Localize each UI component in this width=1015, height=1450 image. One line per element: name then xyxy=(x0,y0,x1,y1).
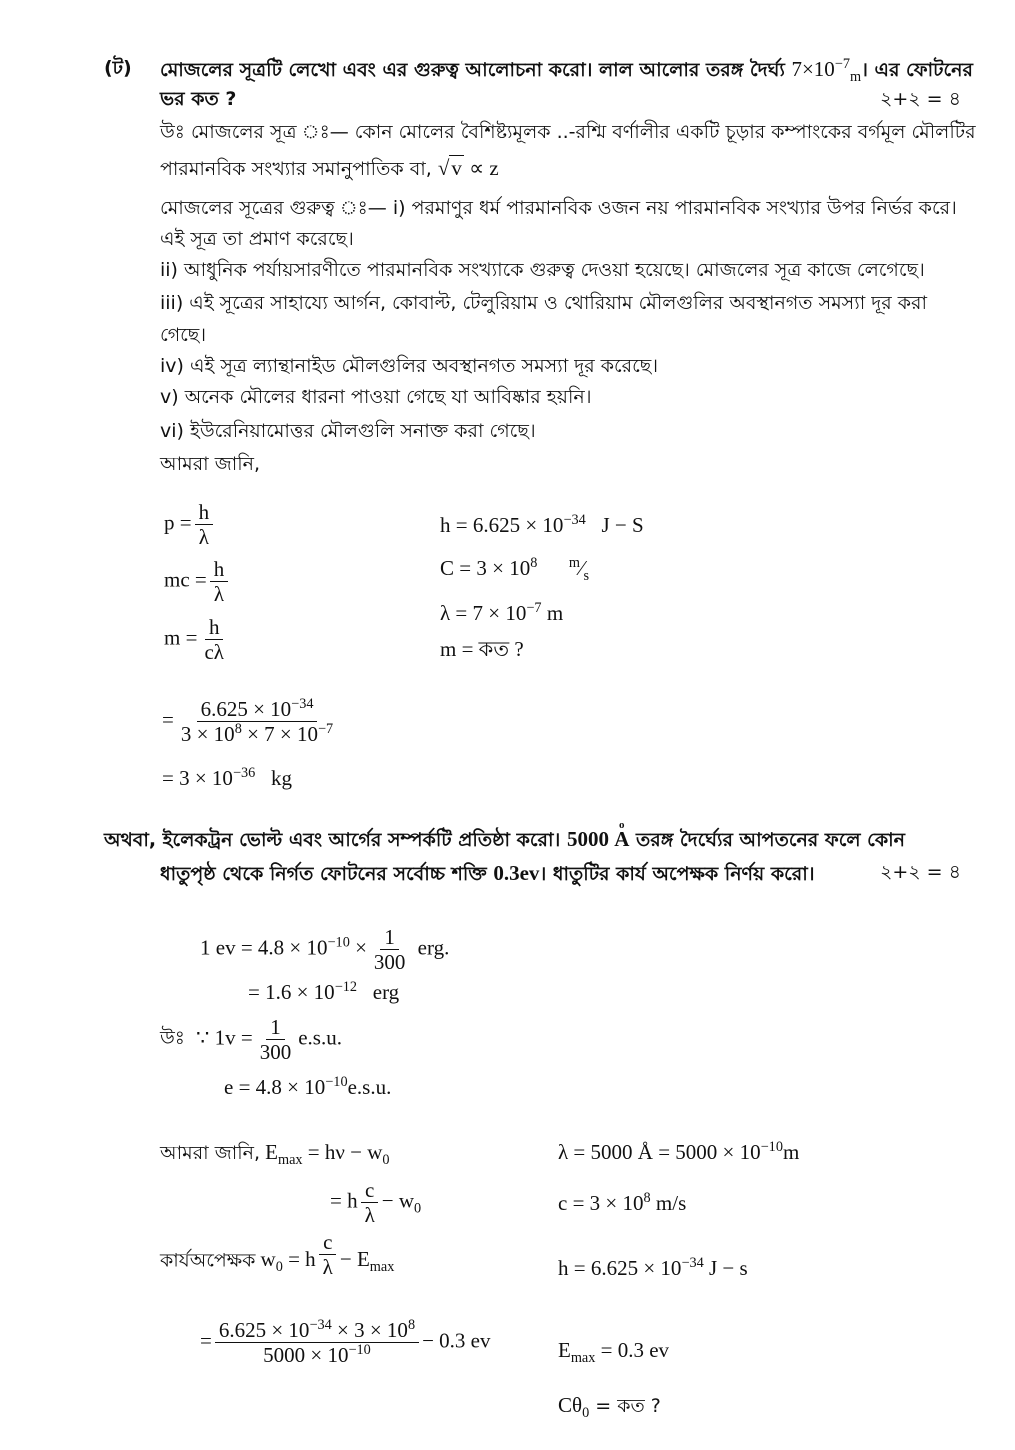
eq-mass: m = $\frac{h}{c\lambda}$ xyxy=(164,615,224,665)
or-question-marks: ২+২ = ৪ xyxy=(880,861,961,883)
given2-wavelength: λ = 5000 Å = $5000 \times 10^{-10}m$ xyxy=(558,1139,800,1164)
question-label: (ট) xyxy=(104,57,132,79)
or-question-line2: ধাতুপৃষ্ঠ থেকে নির্গত ফোটনের সর্বোচ্চ শক্তি 0.3ev। ধাতুটির কার্য অপেক্ষক নির্ণয় করো। xyxy=(160,861,815,885)
given2-emax: $E_{max} = 0.3$ ev xyxy=(558,1338,670,1366)
question-text-line2: ভর কত ? xyxy=(160,88,237,110)
point-iii-cont: গেছে। xyxy=(160,324,207,346)
electron-charge: $e = 4.8 \times 10^{-10}e.s.u$. xyxy=(224,1074,392,1099)
importance-line2: এই সূত্র তা প্রমাণ করেছে। xyxy=(160,228,354,250)
given-wavelength: $\lambda = 7 \times 10^{-7}$ m xyxy=(440,600,564,625)
point-iii: iii) এই সূত্রের সাহায্যে আর্গন, কোবাল্ট, টেলুরিয়াম ও থোরিয়াম মৌলগুলির অবস্থানগত সমস্যা দূর করা xyxy=(160,292,928,314)
ev-to-erg-result: = $1.6 \times 10^{-12}$ erg xyxy=(248,979,400,1004)
or-answer-label: উঃ xyxy=(160,1027,185,1049)
given2-unknown: $C\theta_0$ = কত ? xyxy=(558,1393,661,1421)
given2-speed-light: $c = 3 \times 10^8$ m/s xyxy=(558,1190,687,1215)
point-vi: vi) ইউরেনিয়ামোত্তর মৌলগুলি সনাক্ত করা গেছে। xyxy=(160,420,536,442)
calc-result: = $3 \times 10^{-36}$ kg xyxy=(162,765,292,790)
given2-planck: $h = 6.625 \times 10^{-34}$ J − s xyxy=(558,1255,748,1280)
ev-to-erg: 1 ev = $4.8 \times 10^{-10}$ × $\frac{1}{300}$ erg. xyxy=(200,925,450,975)
given-speed-light: $C = 3 \times 10^8$ $^m⁄_s$ xyxy=(440,555,590,584)
emax-equation: আমরা জানি, $E_{max} = h\nu - w_0$ xyxy=(160,1140,390,1168)
question-marks: ২+২ = ৪ xyxy=(880,88,961,110)
answer-line2: পারমানবিক সংখ্যার সমানুপাতিক বা, √v ∝ z xyxy=(160,156,499,180)
eq-momentum: p = $\frac{h}{\lambda}$ xyxy=(164,500,216,549)
answer-line1: উঃ মোজলের সূত্র ঃ— কোন মোলের বৈশিষ্ট্যমূলক ..-রশ্মি বর্ণালীর একটি চূড়ার কম্পাংকের বর্গমূল মৌলটির xyxy=(160,121,976,143)
given-mass-unknown: m = কত ? xyxy=(440,637,524,661)
point-iv: iv) এই সূত্র ল্যান্থানাইড মৌলগুলির অবস্থানগত সমস্যা দূর করেছে। xyxy=(160,355,659,377)
eq-mc: mc = $\frac{h}{\lambda}$ xyxy=(164,557,231,606)
question-text-line1: মোজলের সূত্রটি লেখো এবং এর গুরুত্ব আলোচনা করো। লাল আলোর তরঙ্গ দৈর্ঘ্য $7\times 10^{-7}_m।$ এর ফোটনের xyxy=(160,56,973,85)
or-question-line1: অথবা, ইলেকট্রন ভোল্ট এবং আর্গের সম্পর্কটি প্রতিষ্ঠা করো। 5000 o A তরঙ্গ দৈর্ঘ্যের আপতনের ফলে কোন xyxy=(104,827,905,851)
work-function-eq: কার্যঅপেক্ষক $w_0 = h$ $\frac{c}{\lambda}$ − $E_{max}$ xyxy=(160,1230,395,1280)
we-know-label: আমরা জানি, xyxy=(160,453,261,475)
moseley-proportion: √v ∝ z xyxy=(437,156,499,180)
point-ii: ii) আধুনিক পর্যায়সারণীতে পারমানবিক সংখ্যাকে গুরুত্ব দেওয়া হয়েছে। মোজলের সূত্র কাজে লেগেছে। xyxy=(160,259,925,281)
calc-fraction: = $\frac{6.625 \times 10^{-34}}{3 \times 10^8 \times 7 \times 10^{-7}}$ xyxy=(162,696,334,747)
point-v: v) অনেক মৌলের ধারনা পাওয়া গেছে যা আবিষ্কার হয়নি। xyxy=(160,386,592,408)
volt-esu: ∵ 1v = $\frac{1}{300}$ e.s.u. xyxy=(196,1015,342,1065)
final-calculation: = $\frac{6.625 \times 10^{-34} \times 3 \times 10^8}{5000 \times 10^{-10}}$ − 0.3 ev xyxy=(200,1317,491,1368)
given-planck: $h = 6.625 \times 10^{-34}$ J − S xyxy=(440,512,644,537)
importance-line1: মোজলের সূত্রের গুরুত্ব ঃ— i) পরমাণুর ধর্ম পারমানবিক ওজন নয় পারমানবিক সংখ্যার উপর নির্ভর করে। xyxy=(160,197,957,219)
emax-step2: = h $\frac{c}{\lambda}$ − $w_0$ xyxy=(330,1178,422,1228)
